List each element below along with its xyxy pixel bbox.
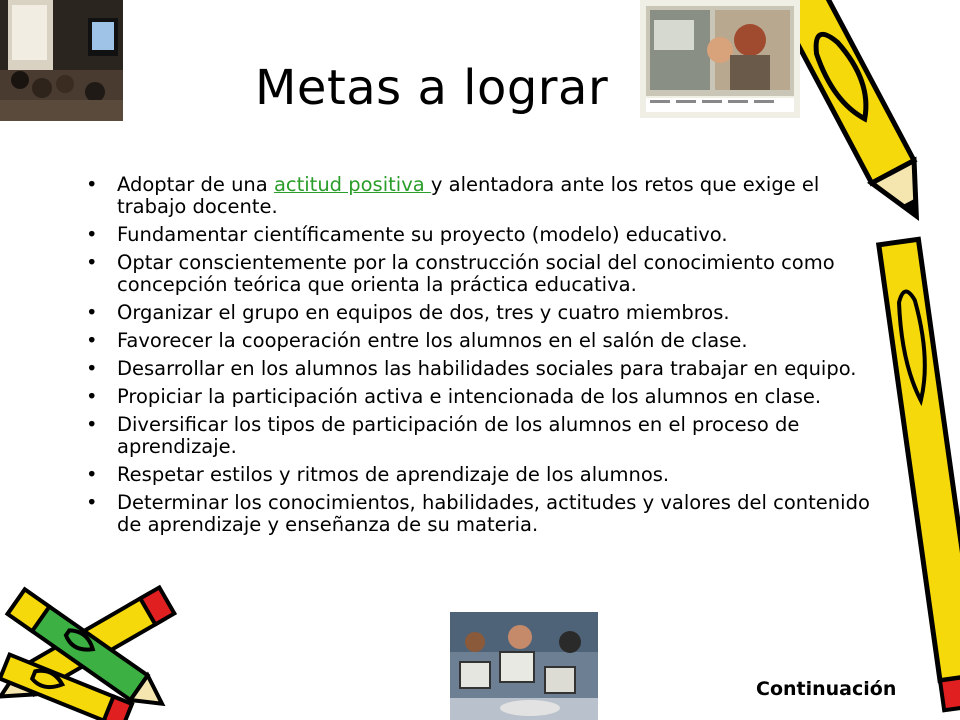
list-item: • Fundamentar científicamente su proyecto (modelo) educativo. <box>86 224 876 246</box>
list-item: • Favorecer la cooperación entre los alumnos en el salón de clase. <box>86 330 876 352</box>
slide-title: Metas a lograr <box>255 60 609 116</box>
list-item: • Organizar el grupo en equipos de dos, tres y cuatro miembros. <box>86 302 876 324</box>
list-item <box>86 174 876 218</box>
students-at-computers-photo <box>640 0 800 118</box>
goal-text-before: Adoptar de una <box>117 173 274 196</box>
goals-list <box>86 174 876 542</box>
list-item: • Diversificar los tipos de participación de los alumnos en el proceso de aprendizaje. <box>86 414 876 458</box>
crossed-pencils-decoration <box>0 580 195 720</box>
actitud-positiva-link[interactable]: actitud positiva <box>273 173 431 196</box>
list-item: • Optar conscientemente por la construcción social del conocimiento como concepción teórica que orienta la práctica educativa. <box>86 252 876 296</box>
classroom-photo <box>0 0 123 121</box>
continue-link[interactable]: Continuación <box>756 678 897 700</box>
computer-lab-photo <box>450 612 598 720</box>
list-item: • Propiciar la participación activa e intencionada de los alumnos en clase. <box>86 386 876 408</box>
list-item: • Desarrollar en los alumnos las habilidades sociales para trabajar en equipo. <box>86 358 876 380</box>
list-item: • Determinar los conocimientos, habilidades, actitudes y valores del contenido de aprendizaje y enseñanza de su materia. <box>86 492 876 536</box>
goal-text-after: y alentadora ante los retos que exige el trabajo docente. <box>117 173 820 218</box>
list-item: • Respetar estilos y ritmos de aprendizaje de los alumnos. <box>86 464 876 486</box>
